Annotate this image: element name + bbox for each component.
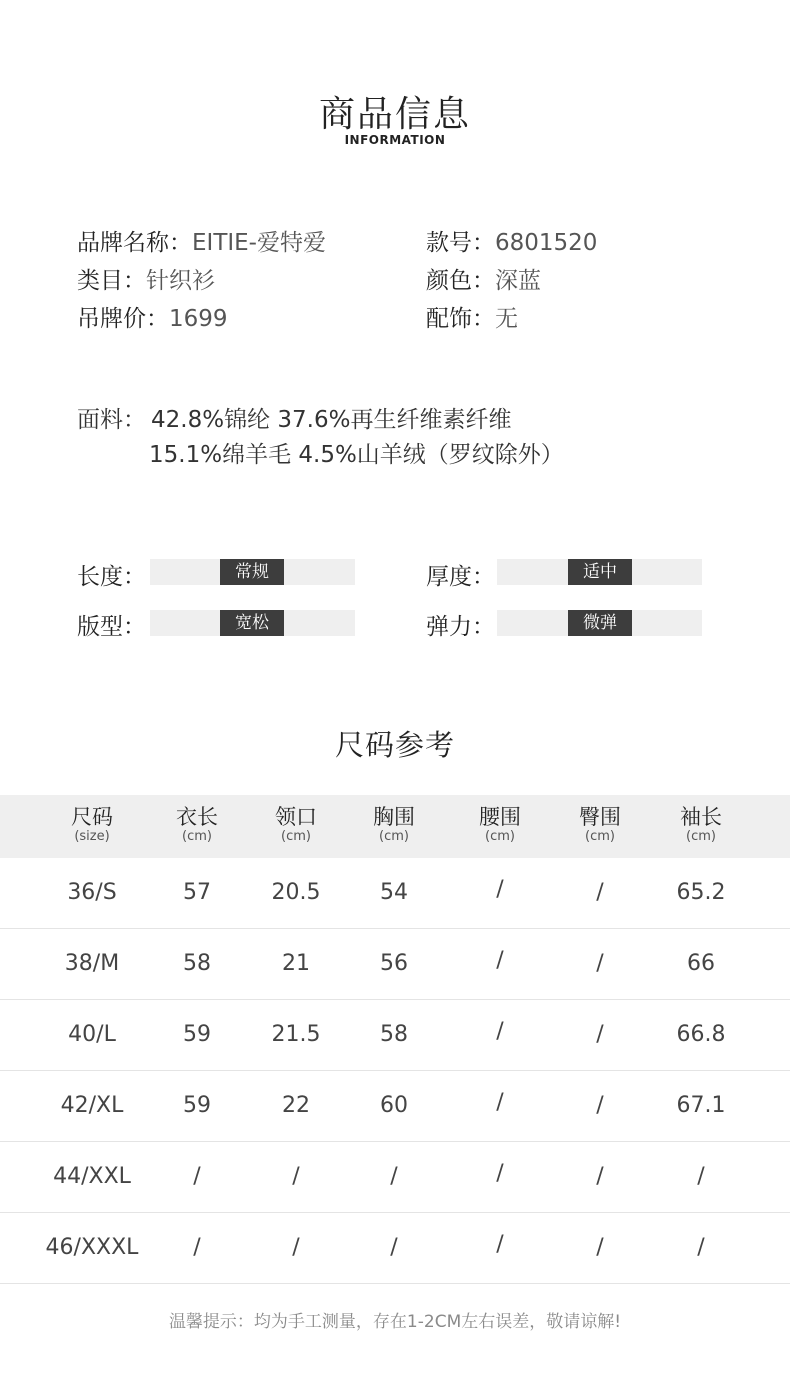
thickness-tag: 适中: [568, 559, 632, 585]
table-row: [0, 1142, 790, 1213]
cell-size: 44/XXL: [53, 1164, 131, 1189]
style-no-value: 6801520: [495, 230, 598, 256]
table-row: [0, 929, 790, 1000]
cell-neckline: 21.5: [271, 1022, 321, 1047]
cell-hip: /: [596, 951, 604, 976]
fit-scale: [150, 610, 355, 636]
header-neckline: 领口 (cm): [275, 805, 317, 844]
cell-sleeve: 65.2: [676, 880, 726, 905]
accessory-label: 配饰：: [426, 306, 495, 332]
fit-tag: 宽松: [220, 610, 284, 636]
cell-size: 38/M: [64, 951, 120, 976]
cell-chest: /: [390, 1235, 398, 1260]
cell-sleeve: /: [697, 1164, 705, 1189]
cell-sleeve: /: [697, 1235, 705, 1260]
cell-waist: /: [496, 948, 504, 973]
cell-sleeve: 67.1: [676, 1093, 726, 1118]
length-scale: [150, 559, 355, 585]
cell-size: 36/S: [67, 880, 117, 905]
thickness-scale: [497, 559, 702, 585]
cell-length: /: [193, 1235, 201, 1260]
cell-size: 46/XXXL: [45, 1235, 139, 1260]
size-table-header: [0, 795, 790, 858]
length-tag: 常规: [220, 559, 284, 585]
accessory-row: [426, 300, 518, 333]
cell-size: 42/XL: [60, 1093, 124, 1118]
category-label: 类目：: [77, 268, 146, 294]
cell-length: /: [193, 1164, 201, 1189]
elasticity-scale: [497, 610, 702, 636]
header-size: 尺码 (size): [71, 805, 113, 844]
length-label: 长度：: [77, 564, 146, 590]
elasticity-label: 弹力：: [426, 614, 495, 640]
cell-neckline: 21: [282, 951, 310, 976]
table-row: [0, 1000, 790, 1071]
cell-size: 40/L: [68, 1022, 116, 1047]
cell-waist: /: [496, 1090, 504, 1115]
price-value: 1699: [169, 306, 228, 332]
cell-waist: /: [496, 1161, 504, 1186]
cell-chest: /: [390, 1164, 398, 1189]
cell-sleeve: 66: [687, 951, 715, 976]
measurement-tip: 温馨提示：均为手工测量，存在1-2CM左右误差，敬请谅解!: [168, 1312, 622, 1332]
header-chest: 胸围 (cm): [373, 805, 415, 844]
fit-label: 版型：: [77, 614, 146, 640]
cell-waist: /: [496, 1232, 504, 1257]
cell-length: 57: [183, 880, 211, 905]
cell-chest: 56: [380, 951, 408, 976]
cell-sleeve: 66.8: [676, 1022, 726, 1047]
header-sleeve: 袖长 (cm): [680, 805, 722, 844]
table-row: [0, 1213, 790, 1284]
cell-chest: 54: [380, 880, 408, 905]
page-title: 商品信息: [318, 94, 471, 135]
color-row: [426, 262, 541, 295]
fabric-label: 面料：: [77, 407, 146, 433]
cell-chest: 60: [380, 1093, 408, 1118]
cell-hip: /: [596, 880, 604, 905]
cell-hip: /: [596, 1235, 604, 1260]
brand-label: 品牌名称：: [77, 230, 192, 256]
cell-neckline: /: [292, 1164, 300, 1189]
cell-neckline: 22: [282, 1093, 310, 1118]
header-waist: 腰围 (cm): [479, 805, 521, 844]
brand-value: EITIE-爱特爱: [192, 230, 326, 256]
cell-length: 59: [183, 1022, 211, 1047]
fabric-line-1: 42.8%锦纶 37.6%再生纤维素纤维: [151, 407, 512, 433]
cell-length: 59: [183, 1093, 211, 1118]
header-hip: 臀围 (cm): [579, 805, 621, 844]
cell-waist: /: [496, 1019, 504, 1044]
cell-chest: 58: [380, 1022, 408, 1047]
table-row: [0, 1071, 790, 1142]
elasticity-tag: 微弹: [568, 610, 632, 636]
cell-length: 58: [183, 951, 211, 976]
accessory-value: 无: [495, 306, 518, 332]
table-row: [0, 858, 790, 929]
price-label: 吊牌价：: [77, 306, 169, 332]
size-table-body: [0, 858, 790, 1284]
cell-hip: /: [596, 1093, 604, 1118]
style-no-label: 款号：: [426, 230, 495, 256]
page-subtitle: INFORMATION: [344, 133, 446, 147]
category-value: 针织衫: [146, 268, 215, 294]
color-value: 深蓝: [495, 268, 541, 294]
brand-row: [77, 224, 326, 257]
category-row: [77, 262, 215, 295]
thickness-label: 厚度：: [426, 564, 495, 590]
cell-hip: /: [596, 1022, 604, 1047]
cell-waist: /: [496, 877, 504, 902]
style-no-row: [426, 224, 597, 257]
fabric-line-2: 15.1%绵羊毛 4.5%山羊绒（罗纹除外）: [149, 442, 564, 468]
cell-neckline: 20.5: [271, 880, 321, 905]
color-label: 颜色：: [426, 268, 495, 294]
header-length: 衣长 (cm): [176, 805, 218, 844]
size-chart-title: 尺码参考: [334, 728, 455, 762]
cell-neckline: /: [292, 1235, 300, 1260]
price-row: [77, 300, 228, 333]
cell-hip: /: [596, 1164, 604, 1189]
